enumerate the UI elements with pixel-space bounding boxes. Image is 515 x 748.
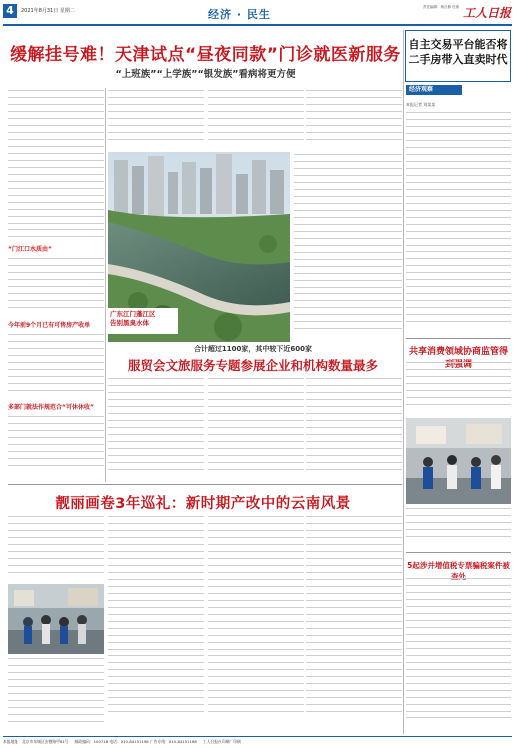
section-title: 经济 · 民生 — [208, 8, 271, 21]
mid-column-3 — [306, 376, 402, 480]
lead-headline: 缓解挂号难！天津试点“昼夜同款”门诊就医新服务 — [10, 45, 401, 65]
right-column-body-3 — [406, 506, 511, 548]
bottom-column-1 — [8, 514, 104, 582]
editor-credits: 责任编辑：杨旦修 杜寒 — [423, 5, 460, 9]
lead-column-5 — [294, 152, 402, 342]
footer-contacts: 邮政编码：100718 电话：010-84151198 广告专线：010-84151188 — [74, 739, 197, 744]
lead-column-1 — [8, 88, 104, 256]
brief-title-2: 今年前9个月已有可售房产收单 — [8, 322, 91, 329]
photo-caption: 广东江门蓬江区 告别黑臭水体 — [108, 308, 178, 334]
river-photo — [108, 152, 290, 342]
column-rule-right — [403, 30, 404, 734]
bottom-column-4 — [306, 514, 402, 732]
newspaper-logo: 工人日报 — [463, 6, 512, 20]
mid-headline: 服贸会文旅服务专题参展企业和机构数量最多 — [127, 358, 378, 373]
factory-illustration — [8, 584, 104, 654]
brief-title-3: 多部门就法作规范合“可休休收” — [8, 404, 94, 411]
right-headline-2: 共享消费领域协商监管得到强调 — [408, 347, 508, 370]
right-headline-3: 5起涉并增值税专票骗税案件被查处 — [407, 561, 510, 581]
worker-photo — [406, 418, 511, 504]
masthead-rule — [3, 24, 512, 26]
section-divider — [8, 484, 402, 485]
page-footer — [3, 736, 512, 746]
brief-body-1 — [8, 256, 104, 316]
column-rule-left — [105, 88, 106, 482]
bottom-column-2 — [108, 514, 204, 732]
mid-kicker: 合计超过1100家，其中较下近600家 — [193, 345, 313, 353]
right-divider-1 — [406, 338, 511, 339]
bottom-column-3 — [208, 514, 304, 732]
brief-body-2 — [8, 332, 104, 402]
worker-illustration — [406, 418, 511, 504]
bottom-headline: 靓丽画卷3年巡礼：新时期产改中的云南风景 — [55, 496, 351, 512]
brief-title-1: ”门江口水质由” — [8, 246, 52, 253]
right-column-body-2 — [406, 360, 511, 416]
lead-column-4 — [306, 88, 402, 152]
right-divider-2 — [406, 552, 511, 553]
bottom-column-1b — [8, 656, 104, 732]
mid-column-2 — [208, 376, 304, 480]
lead-column-3 — [208, 88, 304, 152]
footer-address: 本报地址：北京市东城区安德路甲61号 — [3, 739, 69, 744]
right-column-body-4 — [406, 576, 511, 732]
issue-date: 2021年8月31日 星期二 — [21, 8, 75, 14]
footer-printer: 工人日报社印刷厂印刷 — [202, 739, 241, 744]
mid-column-1 — [108, 376, 204, 480]
right-feature-title: 自主交易平台能否将 二手房带入直卖时代 — [408, 38, 508, 66]
right-column-body-1 — [406, 110, 511, 336]
page-number: 4 — [3, 4, 17, 18]
lead-subheadline: “上班族”“上学族”“银发族”看病将更方便 — [115, 69, 296, 80]
lead-column-2 — [108, 88, 204, 152]
factory-photo — [8, 584, 104, 654]
reporter-line: 本报记者 刘某某 — [406, 102, 436, 107]
column-tag: 经济观察 — [406, 85, 462, 95]
brief-body-3 — [8, 414, 104, 478]
